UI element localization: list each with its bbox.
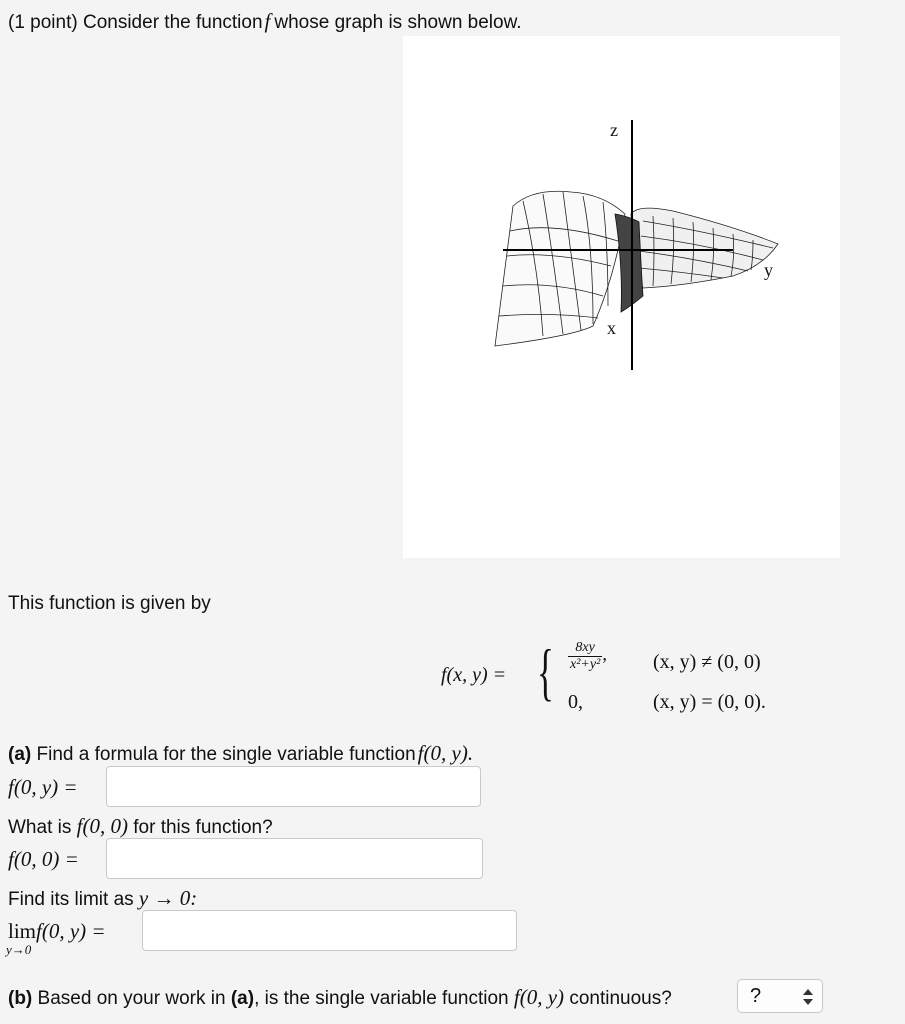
part-b-text-suffix: continuous? — [569, 988, 672, 1009]
piecewise-lhs — [441, 664, 506, 687]
question3-prefix: Find its limit as — [8, 889, 134, 910]
surface-fold — [615, 214, 643, 312]
answer3-func: f(0, y) = — [36, 919, 106, 943]
continuity-select[interactable] — [737, 979, 823, 1013]
answer2-input[interactable] — [106, 838, 483, 879]
question2-math: f(0, 0) — [76, 814, 128, 838]
intro-line — [8, 9, 522, 34]
part-b-text-prefix: Based on your work in — [37, 988, 226, 1009]
given-text: This function is given by — [8, 593, 211, 614]
question2-suffix: for this function? — [133, 817, 273, 838]
part-a-prompt-math: f(0, y). — [417, 741, 474, 765]
question3-math: y → 0: — [138, 886, 198, 910]
piecewise-case2-value: 0, — [568, 691, 583, 713]
intro-suffix: whose graph is shown below. — [274, 12, 522, 33]
answer1-input[interactable] — [106, 766, 481, 807]
select-arrows-icon — [802, 988, 814, 1006]
piecewise-case1-expr — [568, 640, 607, 673]
piecewise-case2-cond: (x, y) = (0, 0). — [653, 691, 766, 713]
part-a-prompt — [8, 741, 473, 766]
case1-comma: , — [602, 644, 608, 666]
surface-left-outline — [495, 191, 625, 346]
question2-prefix: What is — [8, 817, 72, 838]
part-a-prompt-text: Find a formula for the single variable function — [36, 744, 416, 765]
question2-line — [8, 814, 273, 839]
question3-line — [8, 886, 197, 911]
case1-denominator: x²+y² — [570, 657, 601, 672]
case1-numerator: 8xy — [568, 640, 602, 657]
axis-label-y: y — [764, 260, 773, 280]
intro-func-symbol: f — [264, 9, 271, 33]
piecewise-lhs-text: f(x, y) = — [441, 664, 507, 686]
intro-prefix: (1 point) Consider the function — [8, 12, 263, 33]
part-b-tag: (b) — [8, 988, 33, 1009]
axis-label-x: x — [607, 318, 616, 338]
part-b-text-mid: , is the single variable function — [254, 988, 509, 1009]
graph-panel — [403, 36, 840, 558]
part-b-math: f(0, y) — [513, 985, 565, 1009]
part-b-ref: (a) — [230, 988, 255, 1009]
axis-label-z: z — [610, 120, 618, 140]
part-a-tag: (a) — [8, 744, 32, 765]
part-b-line — [8, 985, 672, 1010]
piecewise-brace: { — [537, 636, 554, 707]
surface-plot — [403, 36, 840, 558]
piecewise-case1-cond: (x, y) ≠ (0, 0) — [653, 651, 761, 673]
answer3-subscript: y→0 — [6, 942, 32, 957]
answer1-label: f(0, y) = — [8, 775, 78, 799]
answer3-lim: lim — [8, 919, 37, 943]
answer2-label: f(0, 0) = — [8, 847, 79, 871]
answer3-label — [8, 919, 106, 944]
answer3-input[interactable] — [142, 910, 517, 951]
continuity-select-value: ? — [750, 985, 762, 1007]
